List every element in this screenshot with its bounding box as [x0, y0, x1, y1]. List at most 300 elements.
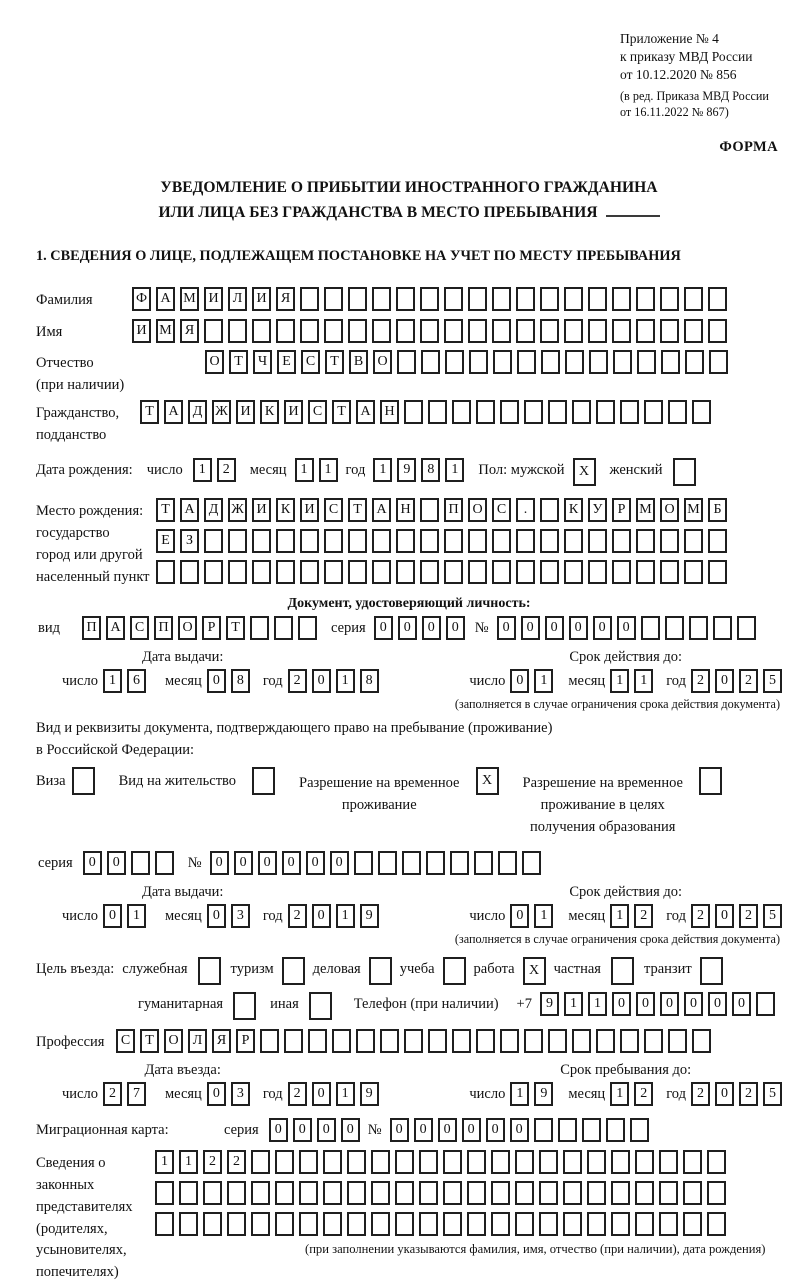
- char-cell[interactable]: 9: [360, 1082, 379, 1106]
- char-cell[interactable]: [498, 851, 517, 875]
- char-cell[interactable]: [323, 1212, 342, 1236]
- char-cell[interactable]: 0: [569, 616, 588, 640]
- char-cell[interactable]: 1: [336, 1082, 355, 1106]
- char-cell[interactable]: 2: [288, 904, 307, 928]
- char-cell[interactable]: [563, 1150, 582, 1174]
- char-cell[interactable]: [611, 1181, 630, 1205]
- char-cell[interactable]: 0: [446, 616, 465, 640]
- char-cell[interactable]: [155, 851, 174, 875]
- char-cell[interactable]: Д: [188, 400, 207, 424]
- char-cell[interactable]: 2: [691, 904, 710, 928]
- char-cell[interactable]: [348, 560, 367, 584]
- char-cell[interactable]: [613, 350, 632, 374]
- char-cell[interactable]: 1: [534, 904, 553, 928]
- char-cell[interactable]: [251, 1181, 270, 1205]
- char-cell[interactable]: 0: [293, 1118, 312, 1142]
- char-cell[interactable]: Т: [229, 350, 248, 374]
- char-cell[interactable]: [564, 319, 583, 343]
- char-cell[interactable]: 0: [341, 1118, 360, 1142]
- char-cell[interactable]: 9: [360, 904, 379, 928]
- char-cell[interactable]: [372, 319, 391, 343]
- char-cell[interactable]: [443, 1212, 462, 1236]
- char-cell[interactable]: 9: [397, 458, 416, 482]
- char-cell[interactable]: 0: [398, 616, 417, 640]
- char-cell[interactable]: [708, 560, 727, 584]
- char-cell[interactable]: [452, 400, 471, 424]
- char-cell[interactable]: [516, 560, 535, 584]
- char-cell[interactable]: 1: [610, 904, 629, 928]
- char-cell[interactable]: [564, 287, 583, 311]
- char-cell[interactable]: 0: [312, 904, 331, 928]
- char-cell[interactable]: 0: [732, 992, 751, 1016]
- char-cell[interactable]: [324, 560, 343, 584]
- char-cell[interactable]: [444, 287, 463, 311]
- char-cell[interactable]: [636, 319, 655, 343]
- char-cell[interactable]: [467, 1150, 486, 1174]
- char-cell[interactable]: [227, 1181, 246, 1205]
- char-cell[interactable]: 2: [288, 1082, 307, 1106]
- char-cell[interactable]: [611, 957, 634, 985]
- char-cell[interactable]: [572, 1029, 591, 1053]
- char-cell[interactable]: А: [156, 287, 175, 311]
- char-cell[interactable]: 0: [510, 1118, 529, 1142]
- char-cell[interactable]: [396, 287, 415, 311]
- char-cell[interactable]: [659, 1150, 678, 1174]
- char-cell[interactable]: [420, 498, 439, 522]
- char-cell[interactable]: [419, 1212, 438, 1236]
- char-cell[interactable]: [369, 957, 392, 985]
- char-cell[interactable]: [445, 350, 464, 374]
- char-cell[interactable]: [467, 1181, 486, 1205]
- char-cell[interactable]: [660, 529, 679, 553]
- char-cell[interactable]: И: [204, 287, 223, 311]
- char-cell[interactable]: [564, 529, 583, 553]
- char-cell[interactable]: [491, 1212, 510, 1236]
- char-cell[interactable]: [402, 851, 421, 875]
- char-cell[interactable]: О: [660, 498, 679, 522]
- char-cell[interactable]: [587, 1212, 606, 1236]
- char-cell[interactable]: [589, 350, 608, 374]
- char-cell[interactable]: [524, 400, 543, 424]
- char-cell[interactable]: [515, 1181, 534, 1205]
- char-cell[interactable]: [300, 287, 319, 311]
- char-cell[interactable]: [324, 319, 343, 343]
- char-cell[interactable]: 0: [312, 669, 331, 693]
- char-cell[interactable]: И: [252, 498, 271, 522]
- char-cell[interactable]: [260, 1029, 279, 1053]
- char-cell[interactable]: [587, 1181, 606, 1205]
- char-cell[interactable]: [540, 560, 559, 584]
- char-cell[interactable]: 0: [258, 851, 277, 875]
- char-cell[interactable]: [689, 616, 708, 640]
- char-cell[interactable]: 0: [462, 1118, 481, 1142]
- char-cell[interactable]: [332, 1029, 351, 1053]
- char-cell[interactable]: 0: [510, 904, 529, 928]
- char-cell[interactable]: Ф: [132, 287, 151, 311]
- char-cell[interactable]: 2: [739, 1082, 758, 1106]
- char-cell[interactable]: [371, 1181, 390, 1205]
- char-cell[interactable]: [252, 767, 275, 795]
- char-cell[interactable]: М: [636, 498, 655, 522]
- char-cell[interactable]: [378, 851, 397, 875]
- char-cell[interactable]: [420, 529, 439, 553]
- char-cell[interactable]: [708, 319, 727, 343]
- char-cell[interactable]: [444, 529, 463, 553]
- char-cell[interactable]: [275, 1150, 294, 1174]
- char-cell[interactable]: Т: [156, 498, 175, 522]
- char-cell[interactable]: 1: [534, 669, 553, 693]
- char-cell[interactable]: Ж: [228, 498, 247, 522]
- char-cell[interactable]: [468, 560, 487, 584]
- char-cell[interactable]: [252, 560, 271, 584]
- char-cell[interactable]: 0: [438, 1118, 457, 1142]
- char-cell[interactable]: [541, 350, 560, 374]
- char-cell[interactable]: [443, 1181, 462, 1205]
- char-cell[interactable]: [323, 1150, 342, 1174]
- char-cell[interactable]: 1: [610, 1082, 629, 1106]
- char-cell[interactable]: [539, 1181, 558, 1205]
- char-cell[interactable]: [395, 1181, 414, 1205]
- char-cell[interactable]: [203, 1181, 222, 1205]
- char-cell[interactable]: X: [476, 767, 499, 795]
- char-cell[interactable]: [636, 287, 655, 311]
- char-cell[interactable]: [275, 1212, 294, 1236]
- char-cell[interactable]: С: [130, 616, 149, 640]
- char-cell[interactable]: Н: [380, 400, 399, 424]
- char-cell[interactable]: [612, 287, 631, 311]
- char-cell[interactable]: 1: [103, 669, 122, 693]
- char-cell[interactable]: [635, 1181, 654, 1205]
- char-cell[interactable]: [179, 1181, 198, 1205]
- char-cell[interactable]: [204, 560, 223, 584]
- char-cell[interactable]: К: [276, 498, 295, 522]
- char-cell[interactable]: [636, 529, 655, 553]
- char-cell[interactable]: [443, 1150, 462, 1174]
- char-cell[interactable]: 5: [763, 904, 782, 928]
- char-cell[interactable]: [707, 1181, 726, 1205]
- char-cell[interactable]: З: [180, 529, 199, 553]
- char-cell[interactable]: 0: [210, 851, 229, 875]
- char-cell[interactable]: [300, 529, 319, 553]
- char-cell[interactable]: [635, 1150, 654, 1174]
- char-cell[interactable]: [588, 287, 607, 311]
- char-cell[interactable]: [588, 319, 607, 343]
- char-cell[interactable]: [180, 560, 199, 584]
- char-cell[interactable]: [515, 1212, 534, 1236]
- char-cell[interactable]: [636, 560, 655, 584]
- char-cell[interactable]: П: [154, 616, 173, 640]
- char-cell[interactable]: [660, 287, 679, 311]
- char-cell[interactable]: [356, 1029, 375, 1053]
- char-cell[interactable]: [421, 350, 440, 374]
- char-cell[interactable]: Т: [226, 616, 245, 640]
- char-cell[interactable]: 1: [445, 458, 464, 482]
- char-cell[interactable]: Я: [276, 287, 295, 311]
- char-cell[interactable]: 1: [336, 904, 355, 928]
- char-cell[interactable]: [612, 529, 631, 553]
- char-cell[interactable]: Ч: [253, 350, 272, 374]
- char-cell[interactable]: [630, 1118, 649, 1142]
- char-cell[interactable]: [707, 1150, 726, 1174]
- char-cell[interactable]: [606, 1118, 625, 1142]
- char-cell[interactable]: [587, 1150, 606, 1174]
- char-cell[interactable]: К: [260, 400, 279, 424]
- char-cell[interactable]: Р: [236, 1029, 255, 1053]
- char-cell[interactable]: [683, 1150, 702, 1174]
- char-cell[interactable]: 0: [103, 904, 122, 928]
- char-cell[interactable]: [371, 1212, 390, 1236]
- char-cell[interactable]: [323, 1181, 342, 1205]
- char-cell[interactable]: [516, 529, 535, 553]
- char-cell[interactable]: [668, 400, 687, 424]
- char-cell[interactable]: [684, 529, 703, 553]
- char-cell[interactable]: [563, 1181, 582, 1205]
- char-cell[interactable]: 3: [231, 1082, 250, 1106]
- char-cell[interactable]: Б: [708, 498, 727, 522]
- char-cell[interactable]: [426, 851, 445, 875]
- char-cell[interactable]: 1: [319, 458, 338, 482]
- char-cell[interactable]: А: [180, 498, 199, 522]
- char-cell[interactable]: 0: [486, 1118, 505, 1142]
- char-cell[interactable]: [420, 319, 439, 343]
- char-cell[interactable]: 2: [217, 458, 236, 482]
- char-cell[interactable]: С: [324, 498, 343, 522]
- char-cell[interactable]: Т: [140, 1029, 159, 1053]
- char-cell[interactable]: [347, 1212, 366, 1236]
- char-cell[interactable]: [700, 957, 723, 985]
- char-cell[interactable]: [534, 1118, 553, 1142]
- char-cell[interactable]: [684, 287, 703, 311]
- char-cell[interactable]: 5: [763, 1082, 782, 1106]
- char-cell[interactable]: В: [349, 350, 368, 374]
- char-cell[interactable]: [668, 1029, 687, 1053]
- char-cell[interactable]: М: [180, 287, 199, 311]
- char-cell[interactable]: [396, 529, 415, 553]
- char-cell[interactable]: 0: [636, 992, 655, 1016]
- char-cell[interactable]: [548, 400, 567, 424]
- char-cell[interactable]: [737, 616, 756, 640]
- char-cell[interactable]: О: [373, 350, 392, 374]
- char-cell[interactable]: 1: [588, 992, 607, 1016]
- char-cell[interactable]: [299, 1181, 318, 1205]
- char-cell[interactable]: [204, 319, 223, 343]
- char-cell[interactable]: Е: [277, 350, 296, 374]
- char-cell[interactable]: [596, 400, 615, 424]
- char-cell[interactable]: Ж: [212, 400, 231, 424]
- char-cell[interactable]: [684, 560, 703, 584]
- char-cell[interactable]: 0: [207, 1082, 226, 1106]
- char-cell[interactable]: Р: [202, 616, 221, 640]
- char-cell[interactable]: [131, 851, 150, 875]
- char-cell[interactable]: [673, 458, 696, 486]
- char-cell[interactable]: [420, 287, 439, 311]
- char-cell[interactable]: [468, 319, 487, 343]
- char-cell[interactable]: 0: [422, 616, 441, 640]
- char-cell[interactable]: [250, 616, 269, 640]
- char-cell[interactable]: 1: [510, 1082, 529, 1106]
- char-cell[interactable]: [692, 400, 711, 424]
- char-cell[interactable]: 2: [739, 904, 758, 928]
- char-cell[interactable]: 2: [691, 669, 710, 693]
- char-cell[interactable]: К: [564, 498, 583, 522]
- char-cell[interactable]: [708, 287, 727, 311]
- char-cell[interactable]: 0: [83, 851, 102, 875]
- char-cell[interactable]: 1: [179, 1150, 198, 1174]
- char-cell[interactable]: 2: [203, 1150, 222, 1174]
- char-cell[interactable]: [491, 1181, 510, 1205]
- char-cell[interactable]: 0: [660, 992, 679, 1016]
- char-cell[interactable]: Р: [612, 498, 631, 522]
- char-cell[interactable]: [708, 529, 727, 553]
- char-cell[interactable]: 2: [103, 1082, 122, 1106]
- char-cell[interactable]: [467, 1212, 486, 1236]
- char-cell[interactable]: [324, 287, 343, 311]
- char-cell[interactable]: [299, 1212, 318, 1236]
- char-cell[interactable]: 2: [634, 1082, 653, 1106]
- char-cell[interactable]: 0: [684, 992, 703, 1016]
- char-cell[interactable]: [282, 957, 305, 985]
- char-cell[interactable]: [419, 1150, 438, 1174]
- char-cell[interactable]: 1: [610, 669, 629, 693]
- char-cell[interactable]: Я: [180, 319, 199, 343]
- char-cell[interactable]: [347, 1150, 366, 1174]
- char-cell[interactable]: И: [300, 498, 319, 522]
- char-cell[interactable]: [420, 560, 439, 584]
- char-cell[interactable]: 1: [127, 904, 146, 928]
- char-cell[interactable]: [539, 1212, 558, 1236]
- char-cell[interactable]: [395, 1212, 414, 1236]
- char-cell[interactable]: 0: [269, 1118, 288, 1142]
- char-cell[interactable]: [468, 529, 487, 553]
- char-cell[interactable]: [588, 529, 607, 553]
- char-cell[interactable]: [404, 1029, 423, 1053]
- char-cell[interactable]: [155, 1212, 174, 1236]
- char-cell[interactable]: 0: [317, 1118, 336, 1142]
- char-cell[interactable]: [660, 560, 679, 584]
- char-cell[interactable]: [500, 400, 519, 424]
- char-cell[interactable]: [713, 616, 732, 640]
- char-cell[interactable]: [548, 1029, 567, 1053]
- char-cell[interactable]: [309, 992, 332, 1020]
- char-cell[interactable]: А: [372, 498, 391, 522]
- char-cell[interactable]: [252, 529, 271, 553]
- char-cell[interactable]: 0: [593, 616, 612, 640]
- char-cell[interactable]: М: [156, 319, 175, 343]
- char-cell[interactable]: [517, 350, 536, 374]
- char-cell[interactable]: 0: [207, 904, 226, 928]
- char-cell[interactable]: И: [132, 319, 151, 343]
- char-cell[interactable]: [563, 1212, 582, 1236]
- char-cell[interactable]: [348, 287, 367, 311]
- char-cell[interactable]: [659, 1181, 678, 1205]
- char-cell[interactable]: С: [116, 1029, 135, 1053]
- char-cell[interactable]: Т: [140, 400, 159, 424]
- char-cell[interactable]: 0: [306, 851, 325, 875]
- char-cell[interactable]: Т: [325, 350, 344, 374]
- char-cell[interactable]: [500, 1029, 519, 1053]
- char-cell[interactable]: [611, 1150, 630, 1174]
- char-cell[interactable]: [558, 1118, 577, 1142]
- char-cell[interactable]: [428, 400, 447, 424]
- char-cell[interactable]: [251, 1212, 270, 1236]
- char-cell[interactable]: 1: [336, 669, 355, 693]
- char-cell[interactable]: 0: [497, 616, 516, 640]
- char-cell[interactable]: А: [356, 400, 375, 424]
- char-cell[interactable]: Я: [212, 1029, 231, 1053]
- char-cell[interactable]: 9: [540, 992, 559, 1016]
- char-cell[interactable]: [404, 400, 423, 424]
- char-cell[interactable]: [450, 851, 469, 875]
- char-cell[interactable]: О: [468, 498, 487, 522]
- char-cell[interactable]: 2: [288, 669, 307, 693]
- char-cell[interactable]: 2: [739, 669, 758, 693]
- char-cell[interactable]: А: [106, 616, 125, 640]
- char-cell[interactable]: [665, 616, 684, 640]
- char-cell[interactable]: О: [164, 1029, 183, 1053]
- char-cell[interactable]: [516, 319, 535, 343]
- char-cell[interactable]: И: [252, 287, 271, 311]
- char-cell[interactable]: 0: [715, 669, 734, 693]
- char-cell[interactable]: [372, 529, 391, 553]
- char-cell[interactable]: [659, 1212, 678, 1236]
- char-cell[interactable]: [227, 1212, 246, 1236]
- char-cell[interactable]: [564, 560, 583, 584]
- char-cell[interactable]: [276, 529, 295, 553]
- char-cell[interactable]: [596, 1029, 615, 1053]
- char-cell[interactable]: 0: [715, 1082, 734, 1106]
- char-cell[interactable]: [397, 350, 416, 374]
- char-cell[interactable]: О: [178, 616, 197, 640]
- char-cell[interactable]: 0: [715, 904, 734, 928]
- char-cell[interactable]: 0: [390, 1118, 409, 1142]
- char-cell[interactable]: [699, 767, 722, 795]
- char-cell[interactable]: 3: [231, 904, 250, 928]
- char-cell[interactable]: [228, 560, 247, 584]
- char-cell[interactable]: [492, 319, 511, 343]
- char-cell[interactable]: [276, 319, 295, 343]
- char-cell[interactable]: 0: [312, 1082, 331, 1106]
- char-cell[interactable]: 0: [612, 992, 631, 1016]
- char-cell[interactable]: 1: [564, 992, 583, 1016]
- char-cell[interactable]: С: [308, 400, 327, 424]
- char-cell[interactable]: [396, 319, 415, 343]
- char-cell[interactable]: И: [236, 400, 255, 424]
- char-cell[interactable]: X: [523, 957, 546, 985]
- char-cell[interactable]: С: [301, 350, 320, 374]
- char-cell[interactable]: 0: [414, 1118, 433, 1142]
- char-cell[interactable]: [380, 1029, 399, 1053]
- char-cell[interactable]: [444, 319, 463, 343]
- char-cell[interactable]: 0: [521, 616, 540, 640]
- char-cell[interactable]: [203, 1212, 222, 1236]
- char-cell[interactable]: [275, 1181, 294, 1205]
- char-cell[interactable]: [756, 992, 775, 1016]
- char-cell[interactable]: [324, 529, 343, 553]
- char-cell[interactable]: Л: [228, 287, 247, 311]
- char-cell[interactable]: П: [82, 616, 101, 640]
- char-cell[interactable]: 1: [373, 458, 392, 482]
- char-cell[interactable]: X: [573, 458, 596, 486]
- char-cell[interactable]: [299, 1150, 318, 1174]
- char-cell[interactable]: [565, 350, 584, 374]
- char-cell[interactable]: [300, 560, 319, 584]
- char-cell[interactable]: [298, 616, 317, 640]
- char-cell[interactable]: [635, 1212, 654, 1236]
- char-cell[interactable]: [660, 319, 679, 343]
- char-cell[interactable]: 0: [107, 851, 126, 875]
- char-cell[interactable]: [492, 529, 511, 553]
- char-cell[interactable]: [354, 851, 373, 875]
